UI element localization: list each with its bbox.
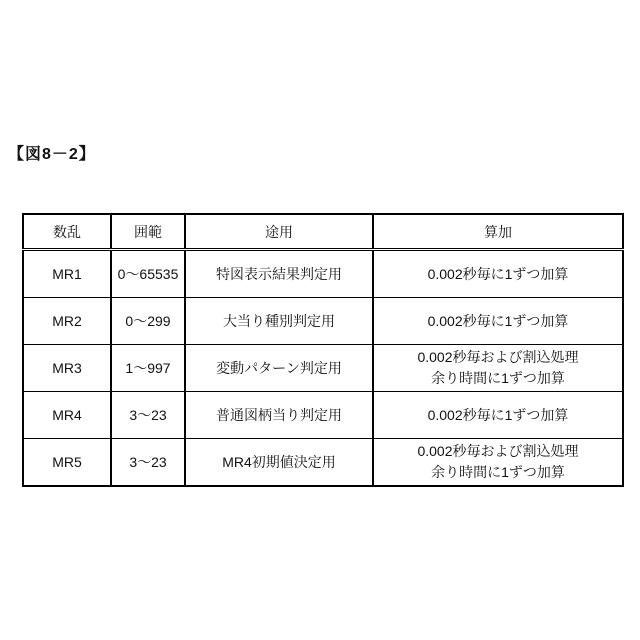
cell-range: 0〜65535 — [111, 250, 185, 298]
figure-title: 【図8－2】 — [8, 146, 96, 163]
cell-use: MR4初期値決定用 — [185, 439, 373, 487]
cell-range: 3〜23 — [111, 392, 185, 439]
cell-addition — [373, 392, 623, 439]
cell-range: 0〜299 — [111, 298, 185, 345]
cell-id: MR3 — [23, 345, 111, 392]
cell-addition — [373, 439, 623, 487]
table-row-mr2 — [23, 298, 623, 345]
col-header-use: 途用 — [185, 214, 373, 250]
header-row — [23, 214, 623, 250]
cell-id: MR5 — [23, 439, 111, 487]
table-row-mr3 — [23, 345, 623, 392]
table-row-mr4 — [23, 392, 623, 439]
addition-line: 余り時間に1ずつ加算 — [431, 464, 565, 480]
addition-line: 0.002秒毎および割込処理 — [417, 443, 579, 459]
col-header-range: 囲範 — [111, 214, 185, 250]
cell-use: 特図表示結果判定用 — [185, 250, 373, 298]
table-row-mr1 — [23, 250, 623, 298]
cell-range: 3〜23 — [111, 439, 185, 487]
cell-id: MR2 — [23, 298, 111, 345]
addition-line: 余り時間に1ずつ加算 — [431, 370, 565, 386]
col-header-random-number: 数乱 — [23, 214, 111, 250]
addition-line: 0.002秒毎に1ずつ加算 — [427, 265, 569, 282]
random-number-table — [22, 213, 624, 487]
cell-use: 大当り種別判定用 — [185, 298, 373, 345]
cell-use: 普通図柄当り判定用 — [185, 392, 373, 439]
cell-use: 変動パターン判定用 — [185, 345, 373, 392]
addition-line: 0.002秒毎に1ずつ加算 — [427, 312, 569, 329]
cell-range: 1〜997 — [111, 345, 185, 392]
cell-addition — [373, 298, 623, 345]
table-row-mr5 — [23, 439, 623, 487]
col-header-addition: 算加 — [373, 214, 623, 250]
cell-id: MR4 — [23, 392, 111, 439]
addition-line: 0.002秒毎に1ずつ加算 — [427, 406, 569, 423]
addition-line: 0.002秒毎および割込処理 — [417, 349, 579, 365]
cell-addition — [373, 345, 623, 392]
cell-id: MR1 — [52, 266, 82, 282]
cell-addition — [373, 250, 623, 298]
